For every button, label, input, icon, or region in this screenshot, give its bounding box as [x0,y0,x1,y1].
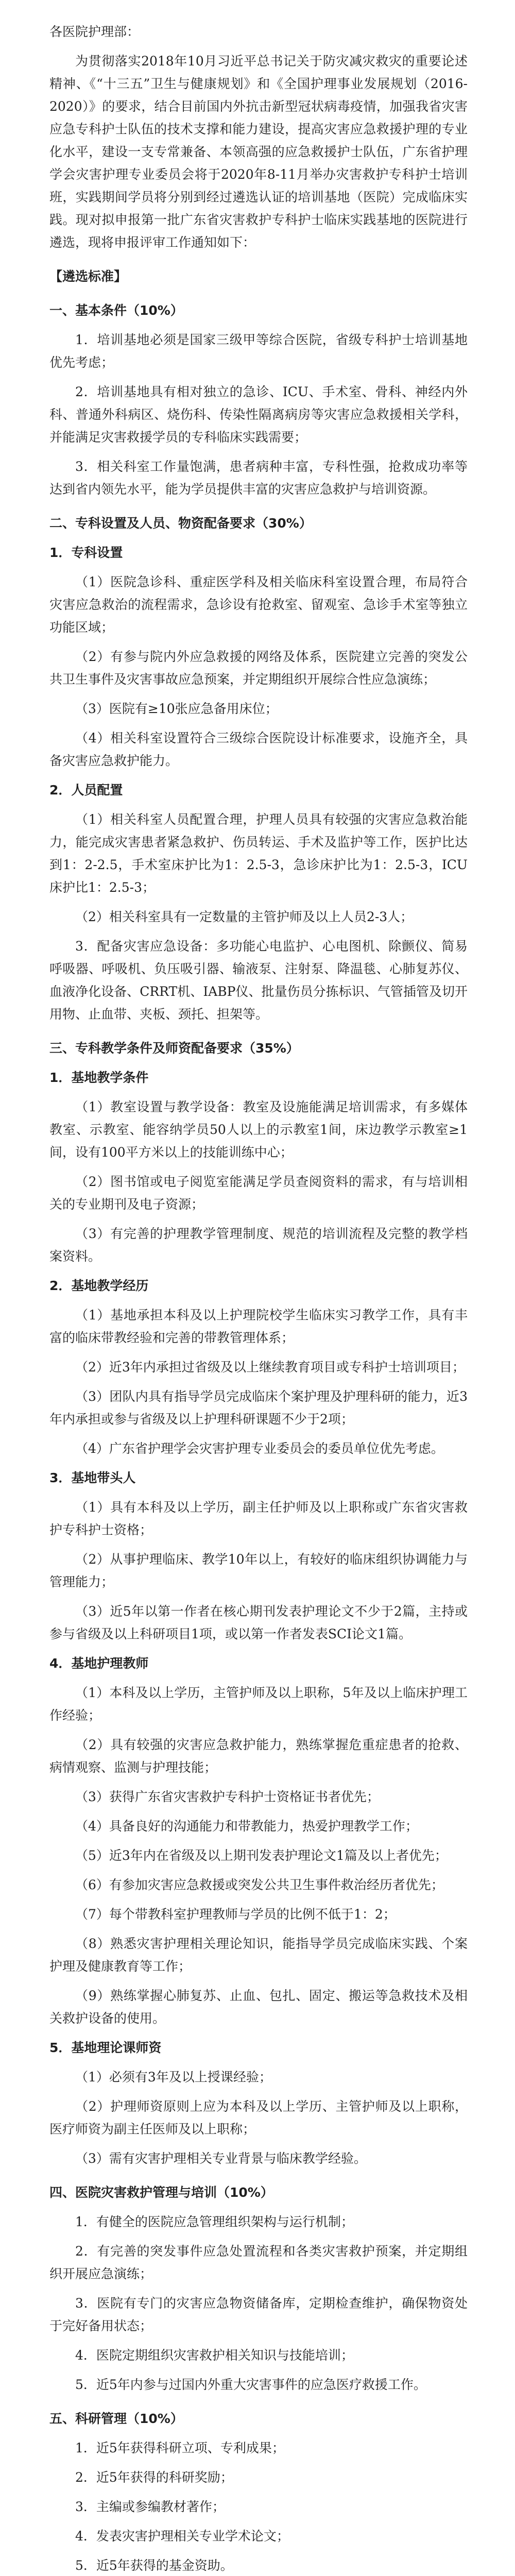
list-item: （2）图书馆或电子阅览室能满足学员查阅资料的需求，有与培训相关的专业期刊及电子资源； [49,1174,468,1212]
subsection-title: 1．基地教学条件 [49,1070,149,1085]
intro-paragraph: 为贯彻落实2018年10月习近平总书记关于防灾减灾救灾的重要论述精神、《“十三五”卫生与健康规划》和《全国护理事业发展规划（2016-2020）》的要求，结合目前国内外抗击新型冠状病毒疫情，加强我省灾害应急专科护士队伍的技术支撑和能力建设，提高灾害应急救援护理的专业化水平，建设一支专常兼备、本领高强的应急救援护士队伍，广东省护理学会灾害护理专业委员会将于2020年8-11月举办灾害救护专科护士培训班，实践期间学员将分别到经过遴选认证的培训基地（医院）完成临床实践。现对拟申报第一批广东省灾害救护专科护士临床实践基地的医院进行遴选，现将申报评审工作通知如下： [49,54,468,250]
list-item: （3）医院有≥10张应急备用床位； [75,701,278,716]
list-item: （3）近5年以第一作者在核心期刊发表护理论文不少于2篇，主持或参与省级及以上科研项目1项，或以第一作者发表SCI论文1篇。 [49,1604,468,1641]
list-item: 3．医院有专门的灾害应急物资储备库，定期检查维护，确保物资处于完好备用状态； [49,2296,468,2333]
list-item: （2）护理师资原则上应为本科及以上学历、主管护师及以上职称，医疗师资为副主任医师及以上职称； [49,2099,468,2137]
list-item: 3．相关科室工作量饱满，患者病种丰富，专科性强，抢救成功率等达到省内领先水平，能为学员提供丰富的灾害应急救护与培训资源。 [49,459,468,497]
list-item: 3．主编或参编教材著作； [75,2499,225,2514]
list-item: 5．近5年获得的基金资助。 [75,2558,233,2573]
section-staffing: 二、专科设置及人员、物资配备要求（30%） [49,516,312,531]
subsection-title: 2．人员配置 [49,783,123,798]
list-item: 4．发表灾害护理相关专业学术论文； [75,2529,289,2544]
list-item: （2）具有较强的灾害应急救护能力，熟练掌握危重症患者的抢救、病情观察、监测与护理技能； [49,1737,468,1775]
list-item: 2．培训基地具有相对独立的急诊、ICU、手术室、骨科、神经内外科、普通外科病区、烧伤科、传染性隔离病房等灾害应急救援相关学科，并能满足灾害救援学员的专科临床实践需要； [49,384,468,445]
subsection-title: 1．专科设置 [49,545,123,560]
section-basic-conditions: 一、基本条件（10%） [49,303,183,318]
list-item: （3）团队内具有指导学员完成临床个案护理及护理科研的能力，近3年内承担或参与省级及以上护理科研课题不少于2项； [49,1389,468,1427]
section-teaching: 三、专科教学条件及师资配备要求（35%） [49,1041,299,1056]
list-item: （4）广东省护理学会灾害护理专业委员会的委员单位优先考虑。 [75,1441,444,1456]
list-item: （3）获得广东省灾害救护专科护士资格证书者优先； [75,1789,380,1804]
subsection-title: 2．基地教学经历 [49,1278,149,1293]
list-item: （2）从事护理临床、教学10年以上，有较好的临床组织协调能力与管理能力； [49,1552,468,1589]
list-item: （3）有完善的护理教学管理制度、规范的培训流程及完整的教学档案资料。 [49,1226,468,1264]
list-item: （1）医院急诊科、重症医学科及相关临床科室设置合理，布局符合灾害应急救治的流程需求，急诊设有抢救室、留观室、急诊手术室等独立功能区域； [49,574,468,635]
list-item: 1．近5年获得科研立项、专利成果； [75,2441,285,2455]
list-item: （1）相关科室人员配置合理，护理人员具有较强的灾害应急救治能力，能完成灾害患者紧急救护、伤员转运、手术及监护等工作，医护比达到1：2-2.5，手术室床护比为1：2.5-3，急诊床护比为1：2.5-3，ICU床护比1：2.5-3； [49,812,468,895]
subsection-title: 4．基地护理教师 [49,1656,149,1671]
list-item: 3．配备灾害应急设备：多功能心电监护、心电图机、除颤仪、简易呼吸器、呼吸机、负压吸引器、输液泵、注射泵、降温毯、心肺复苏仪、血液净化设备、CRRT机、IABP仪、批量伤员分拣标识、气管插管及切开用物、止血带、夹板、颈托、担架等。 [49,939,468,1022]
list-item: （2）有参与院内外应急救援的网络及体系，医院建立完善的突发公共卫生事件及灾害事故应急预案，并定期组织开展综合性应急演练； [49,649,468,687]
list-item: （1）基地承担本科及以上护理院校学生临床实习教学工作，具有丰富的临床带教经验和完善的带教管理体系； [49,1308,468,1345]
subsection-title: 3．基地带头人 [49,1470,136,1485]
list-item: （1）具有本科及以上学历，副主任护师及以上职称或广东省灾害救护专科护士资格； [49,1500,468,1537]
list-item: （9）熟练掌握心肺复苏、止血、包扎、固定、搬运等急救技术及相关救护设备的使用。 [49,1988,468,2026]
salutation: 各医院护理部： [49,24,140,39]
subsection-title: 5．基地理论课师资 [49,2040,162,2055]
list-item: 5．近5年内参与过国内外重大灾害事件的应急医疗救援工作。 [75,2377,426,2392]
list-item: （4）具备良好的沟通能力和带教能力，热爱护理教学工作； [75,1819,418,1834]
list-item: 2．近5年获得的科研奖励； [75,2470,233,2485]
list-item: （1）教室设置与教学设备：教室及设施能满足培训需求，有多媒体教室、示教室、能容纳学员50人以上的示教室1间，床边教学示教室≥1间，设有100平方米以上的技能训练中心； [49,1099,468,1160]
list-item: （8）熟悉灾害护理相关理论知识，能指导学员完成临床实践、个案护理及健康教育等工作； [49,1936,468,1974]
list-item: 1．有健全的医院应急管理组织架构与运行机制； [75,2214,354,2229]
list-item: （7）每个带教科室护理教师与学员的比例不低于1：2； [75,1907,396,1922]
list-item: （1）必须有3年及以上授课经验； [75,2070,272,2084]
list-item: （2）近3年内承担过省级及以上继续教育项目或专科护士培训项目； [75,1360,465,1375]
criteria-heading: 【遴选标准】 [49,269,127,284]
list-item: （4）相关科室设置符合三级综合医院设计标准要求，设施齐全，具备灾害应急救护能力。 [49,731,468,768]
section-management: 四、医院灾害救护管理与培训（10%） [49,2185,273,2200]
list-item: 4．医院定期组织灾害救护相关知识与技能培训； [75,2348,354,2363]
list-item: 1．培训基地必须是国家三级甲等综合医院，省级专科护士培训基地优先考虑； [49,332,468,370]
list-item: 2．有完善的突发事件应急处置流程和各类灾害救护预案，并定期组织开展应急演练； [49,2244,468,2281]
list-item: （5）近3年内在省级及以上期刊发表护理论文1篇及以上者优先； [75,1848,448,1863]
list-item: （1）本科及以上学历，主管护师及以上职称，5年及以上临床护理工作经验； [49,1685,468,1723]
section-research: 五、科研管理（10%） [49,2411,183,2426]
list-item: （6）有参加灾害应急救援或突发公共卫生事件救治经历者优先； [75,1877,444,1892]
list-item: （2）相关科室具有一定数量的主管护师及以上人员2-3人； [75,909,414,924]
list-item: （3）需有灾害护理相关专业背景与临床教学经验。 [75,2151,367,2166]
